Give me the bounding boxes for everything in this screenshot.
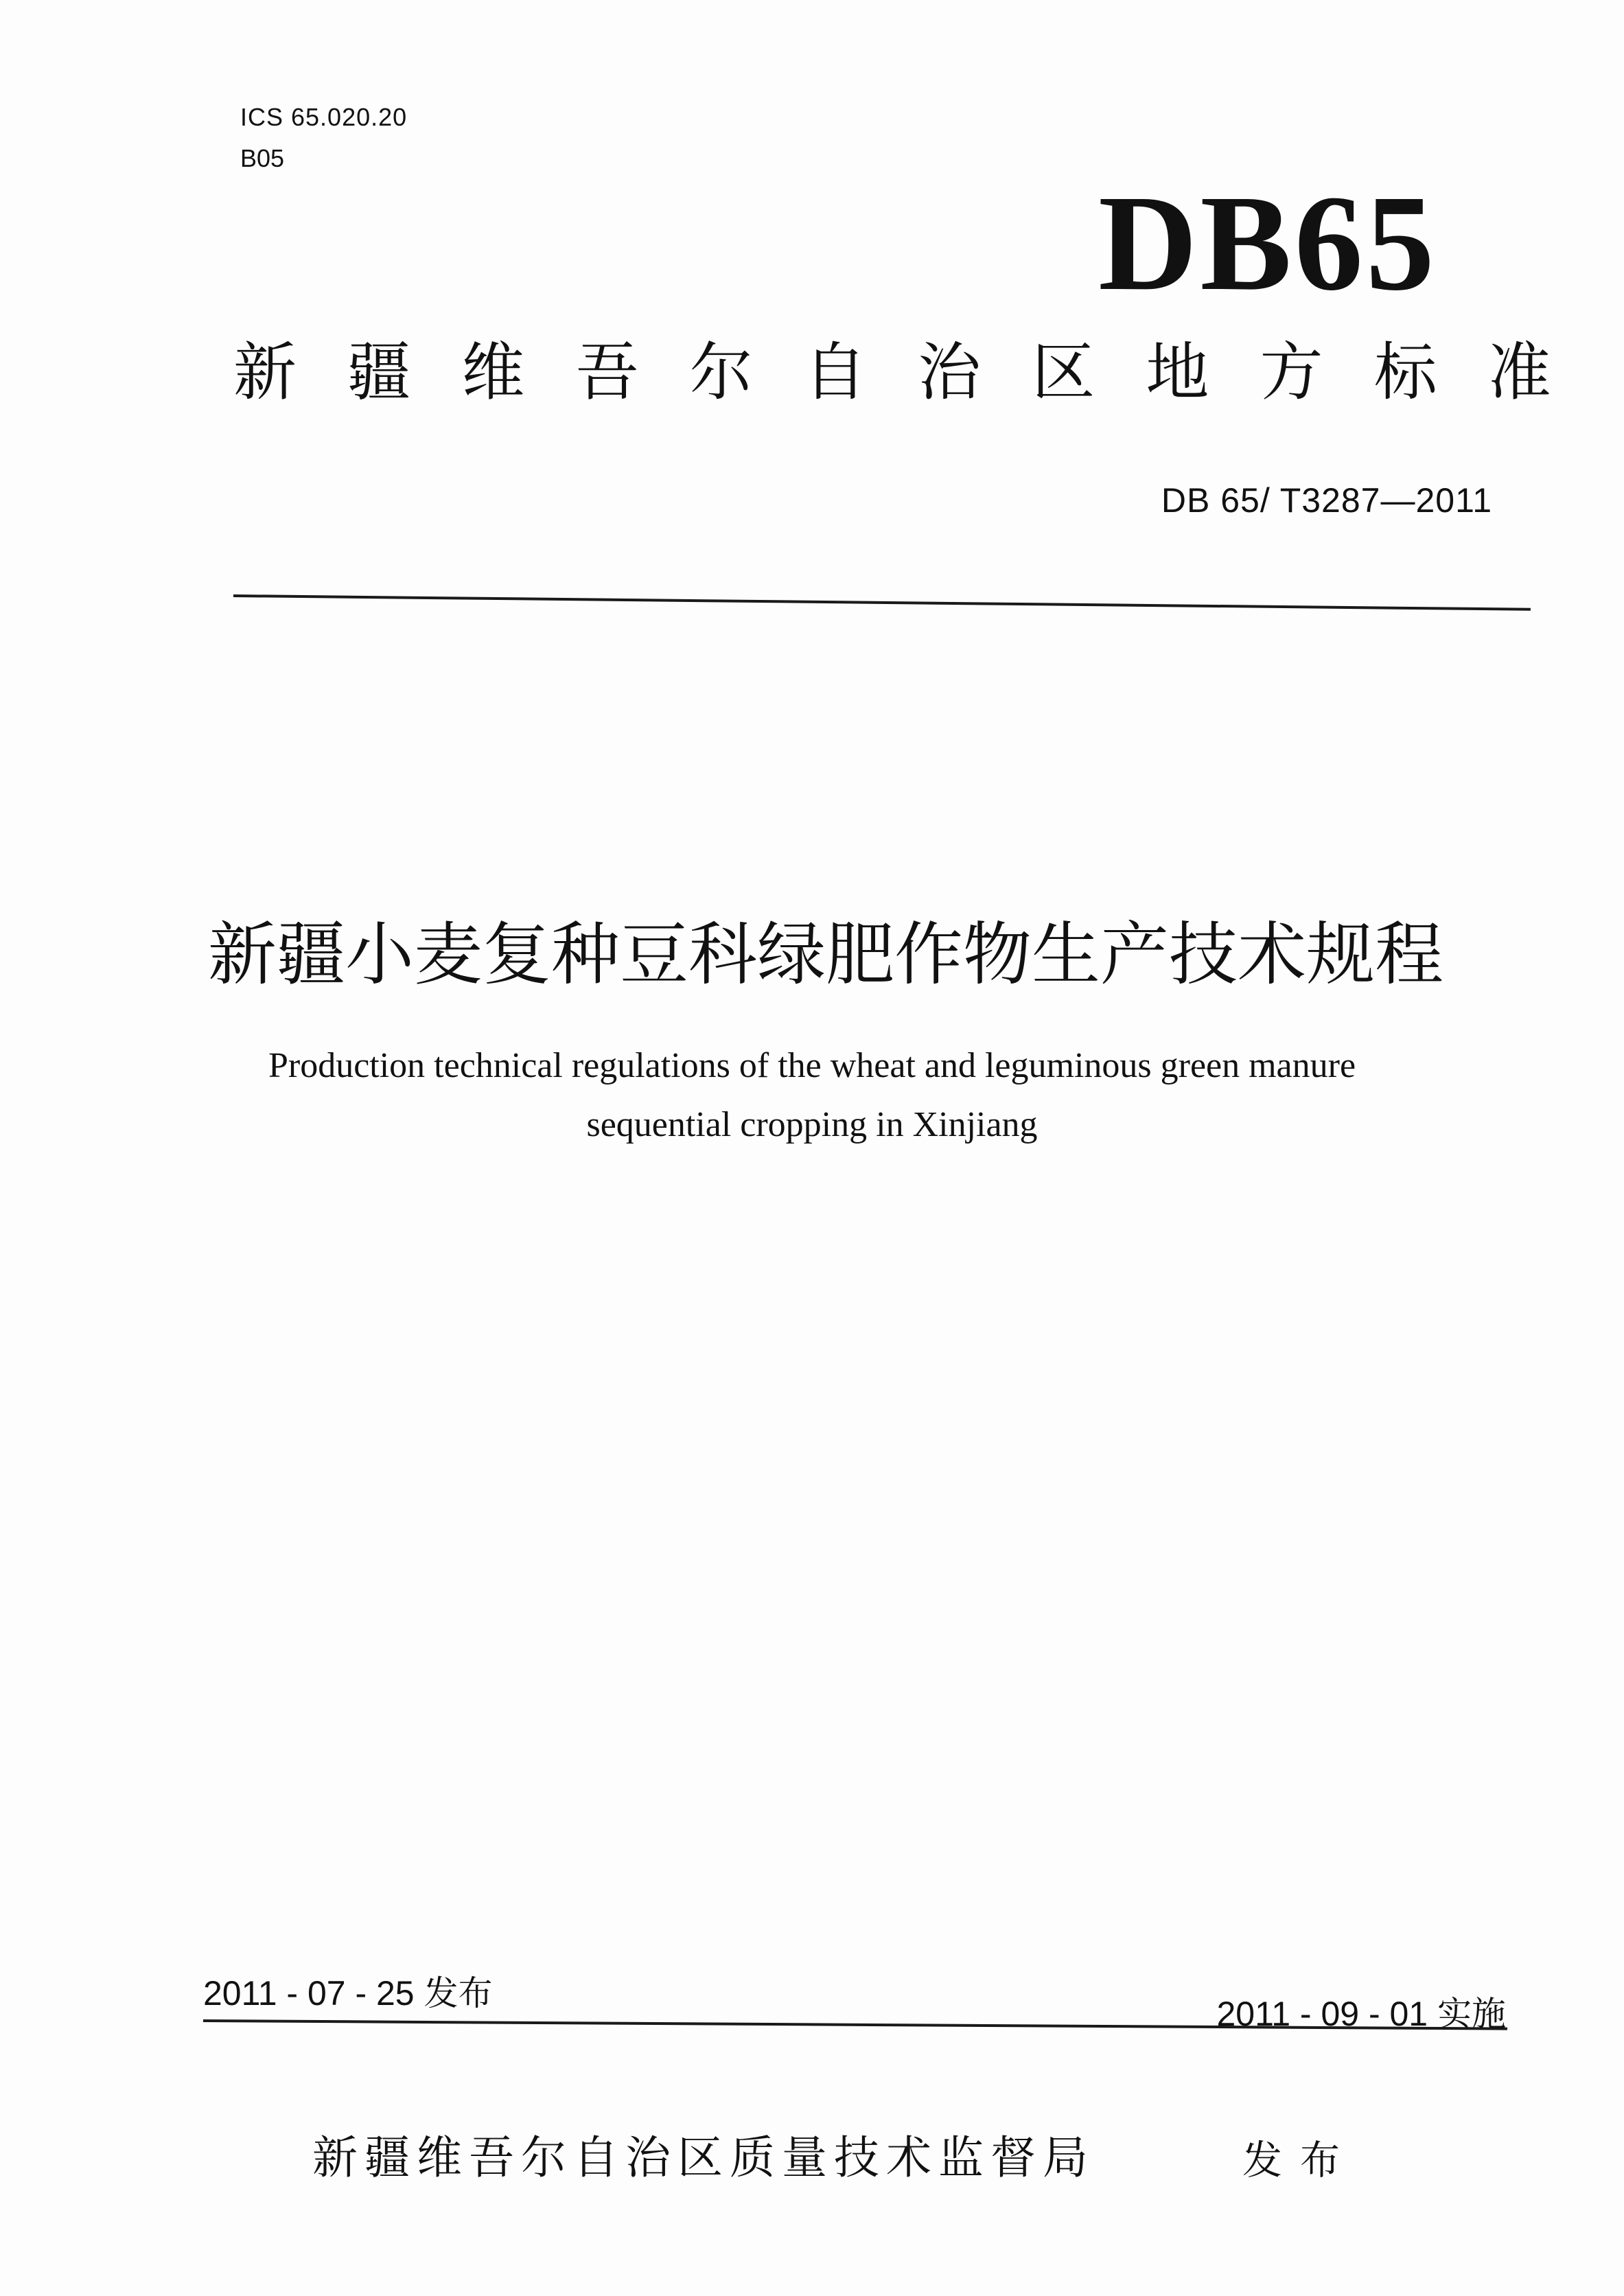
title-en-line: sequential cropping in Xinjiang (586, 1105, 1038, 1144)
standard-type-char: 吾 (575, 336, 639, 409)
standard-type-char: 地 (1146, 336, 1209, 409)
standard-type-char: 维 (461, 336, 525, 409)
standard-type-char: 方 (1260, 336, 1323, 409)
document-title-en (0, 1036, 1624, 1155)
document-title-zh: 新疆小麦复种豆科绿肥作物生产技术规程 (208, 914, 1443, 995)
ccs-code: B05 (240, 144, 285, 172)
issue-date: 2011 - 07 - 25 发布 (203, 1974, 493, 2013)
standard-type-char: 区 (1032, 336, 1095, 409)
standard-number: DB 65/ T3287—2011 (1161, 481, 1492, 520)
standard-type-char: 尔 (689, 336, 753, 409)
db65-logo: DB65 (1098, 167, 1437, 319)
header-divider (233, 594, 1531, 611)
title-en-line: Production technical regulations of the wheat and leguminous green manure (268, 1046, 1356, 1085)
publisher-name: 新疆维吾尔自治区质量技术监督局 (312, 2131, 1095, 2184)
standard-type-title (233, 335, 1551, 410)
implementation-date: 2011 - 09 - 01 实施 (1216, 1995, 1506, 2033)
standard-type-char: 标 (1373, 336, 1437, 409)
standard-type-char: 自 (803, 336, 867, 409)
ics-code: ICS 65.020.20 (240, 103, 408, 131)
standard-type-char: 准 (1487, 336, 1551, 409)
standard-type-char: 新 (233, 336, 297, 409)
standard-type-char: 疆 (347, 336, 411, 409)
publish-label: 发布 (1242, 2137, 1358, 2183)
standard-type-char: 治 (918, 336, 982, 409)
